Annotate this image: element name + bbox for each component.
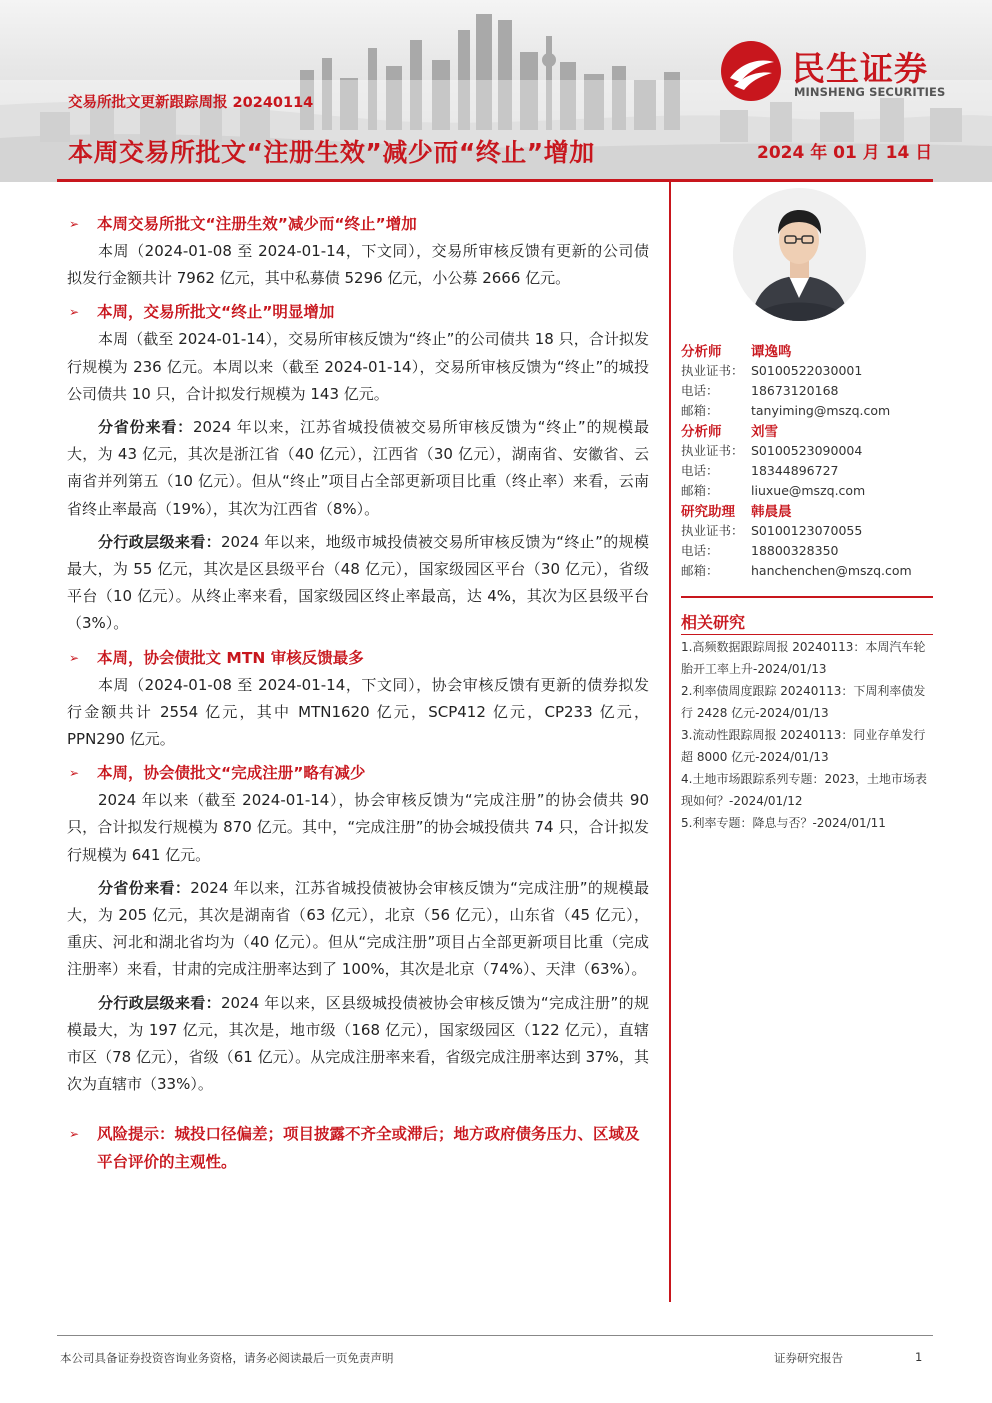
cert-label: 执业证书： [681, 443, 744, 458]
analyst-cert: S0100522030001 [751, 362, 863, 378]
page-number: 1 [915, 1350, 923, 1364]
paragraph: 本周（2024-01-08 至 2024-01-14，下文同），协会审核反馈有更新的债券拟发行金额共计 2554 亿元，其中 MTN1620 亿元，SCP412 亿元，CP233 亿元，PPN290 亿元。 [67, 675, 649, 749]
analyst-role: 分析师 [681, 344, 722, 360]
related-research-item[interactable]: 4.土地市场跟踪系列专题：2023，土地市场表 [681, 772, 927, 786]
paragraph-lead: 分行政层级来看： [98, 532, 221, 551]
section [67, 759, 649, 1098]
paragraph: 分行政层级来看：2024 年以来，地级市城投债被交易所审核反馈为“终止”的规模最大，为 55 亿元，其次是区县级平台（48 亿元），国家级园区平台（30 亿元），省级平台（10 亿元）。从终止率来看，国家级园区终止率最高，达 4%，其次为区县级平台（3%）。 [67, 532, 649, 633]
triangle-arrow-icon: ➢ [69, 766, 80, 781]
related-research-title: 相关研究 [681, 613, 746, 632]
paragraph-lead: 分省份来看： [98, 418, 193, 437]
risk-label: 风险提示： [97, 1125, 175, 1144]
analyst-photo [733, 188, 866, 321]
minsheng-logo [720, 40, 965, 102]
section-heading: ➢ 本周，交易所批文“终止”明显增加 [67, 298, 649, 326]
footer-report-type: 证券研究报告 [774, 1351, 843, 1365]
analyst-cert: S0100123070055 [751, 522, 863, 538]
analyst-name: 韩晨晨 [751, 504, 792, 520]
paragraph: 2024 年以来（截至 2024-01-14），协会审核反馈为“完成注册”的协会债共 90 只，合计拟发行规模为 870 亿元。其中，“完成注册”的协会城投债共 74 只，合计拟发行规模为 641 亿元。 [67, 791, 649, 864]
related-research-item[interactable]: 行 2428 亿元-2024/01/13 [681, 706, 829, 720]
analyst-role: 分析师 [681, 424, 722, 440]
paragraph: 分省份来看：2024 年以来，江苏省城投债被协会审核反馈为“完成注册”的规模最大，为 205 亿元，其次是湖南省（63 亿元），北京（56 亿元），山东省（45 亿元），重庆、河北和湖北省均为（40 亿元）。但从“完成注册”项目占全部更新项目比重（完成注册率）来看，甘肃的完成注册率达到了 100%，其次是北京（74%）、天津（63%）。 [67, 878, 649, 979]
analyst-card [681, 500, 933, 580]
analyst-card [681, 420, 933, 500]
related-research-header [681, 596, 933, 636]
email-label: 邮箱： [681, 563, 719, 578]
section [67, 210, 649, 292]
report-series-tag: 交易所批文更新跟踪周报 20240114 [68, 95, 314, 111]
triangle-arrow-icon: ➢ [69, 305, 80, 320]
report-header [0, 0, 992, 182]
section [67, 644, 649, 754]
cert-label: 执业证书： [681, 523, 744, 538]
analyst-phone: 18673120168 [751, 382, 839, 398]
logo-english-name: MINSHENG SECURITIES [794, 85, 946, 99]
paragraph: 分省份来看：2024 年以来，江苏省城投债被交易所审核反馈为“终止”的规模最大，为 43 亿元，其次是浙江省（40 亿元），江西省（30 亿元），湖南省、安徽省、云南省并列第五（10 亿元）。但从“终止”项目占全部更新项目比重（终止率）来看，云南省终止率最高（19%），其次为江西省（8%）。 [67, 418, 649, 518]
minsheng-logo-mark-icon [720, 40, 782, 102]
analyst-name: 刘雪 [751, 424, 778, 440]
phone-label: 电话： [681, 543, 719, 558]
related-research-item[interactable]: 5.利率专题：降息与否？-2024/01/11 [681, 816, 886, 830]
related-research-list [681, 636, 933, 834]
triangle-arrow-icon: ➢ [69, 650, 80, 665]
analyst-phone: 18800328350 [751, 542, 839, 558]
risk-warning [67, 1120, 649, 1176]
phone-label: 电话： [681, 463, 719, 478]
analyst-avatar-icon [733, 188, 866, 321]
analyst-email[interactable]: hanchenchen@mszq.com [751, 562, 912, 578]
related-research-divider [681, 634, 933, 635]
related-research-item[interactable]: 3.流动性跟踪周报 20240113：同业存单发行 [681, 728, 926, 742]
report-date: 2024 年 01 月 14 日 [757, 143, 933, 163]
related-research-item[interactable]: 胎开工率上升-2024/01/13 [681, 662, 827, 676]
paragraph-lead: 分行政层级来看： [98, 993, 221, 1012]
footer-divider [57, 1335, 933, 1336]
section-heading: ➢ 本周，协会债批文“完成注册”略有减少 [67, 759, 649, 787]
analyst-list [681, 340, 933, 580]
analyst-email[interactable]: liuxue@mszq.com [751, 482, 866, 498]
email-label: 邮箱： [681, 483, 719, 498]
section-heading: ➢ 本周交易所批文“注册生效”减少而“终止”增加 [67, 210, 649, 238]
email-label: 邮箱： [681, 403, 719, 418]
related-research-item[interactable]: 超 8000 亿元-2024/01/13 [681, 750, 829, 764]
paragraph: 本周（2024-01-08 至 2024-01-14，下文同），交易所审核反馈有更新的公司债拟发行金额共计 7962 亿元，其中私募债 5296 亿元，小公募 2666 亿元。 [67, 242, 649, 288]
header-divider [57, 179, 933, 182]
cert-label: 执业证书： [681, 363, 744, 378]
analyst-card [681, 340, 933, 420]
logo-chinese-name: 民生证券 [792, 49, 928, 88]
related-research-item[interactable]: 2.利率债周度跟踪 20240113：下周利率债发 [681, 684, 926, 698]
section-heading: ➢ 本周，协会债批文 MTN 审核反馈最多 [67, 644, 649, 672]
analyst-phone: 18344896727 [751, 462, 839, 478]
analyst-cert: S0100523090004 [751, 442, 863, 458]
paragraph: 本周（截至 2024-01-14），交易所审核反馈为“终止”的公司债共 18 只，合计拟发行规模为 236 亿元。本周以来（截至 2024-01-14），交易所审核反馈为“终止”的城投公司债共 10 只，合计拟发行规模为 143 亿元。 [67, 330, 649, 403]
section [67, 298, 649, 637]
related-research-item[interactable]: 1.高频数据跟踪周报 20240113：本周汽车轮 [681, 640, 926, 654]
paragraph: 分行政层级来看：2024 年以来，区县级城投债被协会审核反馈为“完成注册”的规模最大，为 197 亿元，其次是，地市级（168 亿元），国家级园区（122 亿元），直辖市区（78 亿元），省级（61 亿元）。从完成注册率来看，省级完成注册率达到 37%，其次为直辖市（33%）。 [67, 993, 649, 1094]
report-title: 本周交易所批文“注册生效”减少而“终止”增加 [68, 138, 595, 167]
risk-text: 城投口径偏差；项目披露不齐全或滞后；地方政府债务压力、区域及平台评价的主观性。 [97, 1125, 640, 1172]
main-content [67, 208, 649, 1176]
analyst-name: 谭逸鸣 [751, 344, 792, 360]
paragraph-lead: 分省份来看： [98, 878, 191, 897]
column-divider [669, 182, 671, 1302]
related-research-item[interactable]: 现如何？-2024/01/12 [681, 794, 803, 808]
triangle-arrow-icon: ➢ [69, 1127, 80, 1142]
triangle-arrow-icon: ➢ [69, 217, 80, 231]
analyst-email[interactable]: tanyiming@mszq.com [751, 402, 891, 418]
footer-disclaimer: 本公司具备证券投资咨询业务资格，请务必阅读最后一页免责声明 [60, 1351, 394, 1365]
phone-label: 电话： [681, 383, 719, 398]
analyst-role: 研究助理 [681, 504, 735, 520]
